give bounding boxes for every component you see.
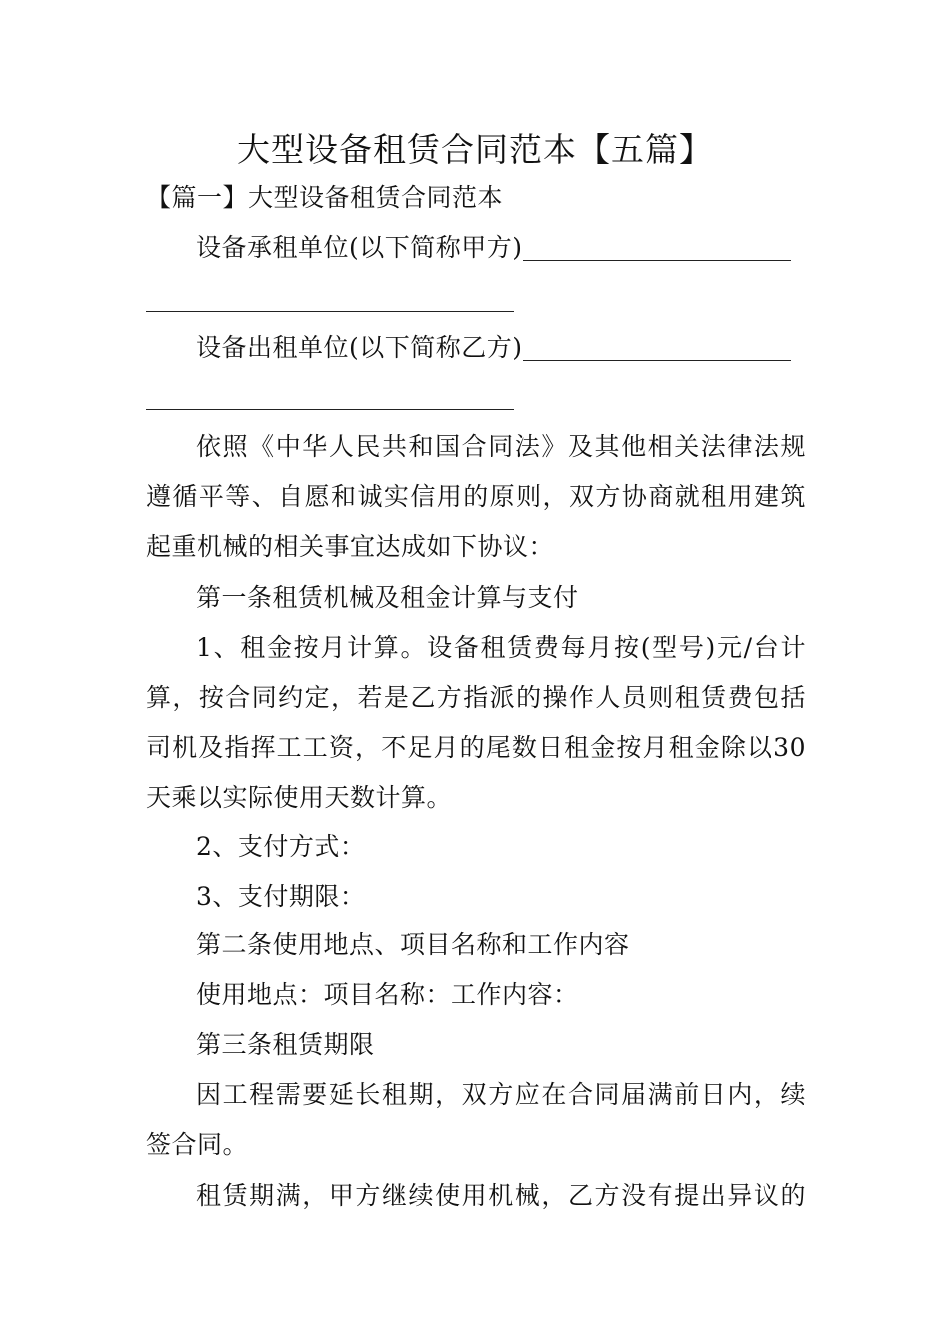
article1-item1-line-2: 算，按合同约定，若是乙方指派的操作人员则租赁费包括 bbox=[146, 683, 806, 712]
intro-line-2: 遵循平等、自愿和诚实信用的原则，双方协商就租用建筑 bbox=[146, 482, 806, 511]
article2-fields: 使用地点：项目名称：工作内容： bbox=[196, 980, 579, 1009]
party-a-label: 设备承租单位(以下简称甲方) bbox=[196, 233, 523, 262]
party-b-blank-continued bbox=[146, 409, 514, 410]
party-b-label: 设备出租单位(以下简称乙方) bbox=[196, 333, 523, 362]
document-title: 大型设备租赁合同范本【五篇】 bbox=[237, 130, 713, 169]
party-b-line bbox=[196, 323, 806, 373]
article1-title: 第一条租赁机械及租金计算与支付 bbox=[196, 583, 579, 612]
intro-line-1: 依照《中华人民共和国合同法》及其他相关法律法规 bbox=[196, 432, 806, 461]
party-a-line bbox=[196, 223, 806, 273]
article1-item1-line-1: 1、租金按月计算。设备租赁费每月按(型号)元/台计 bbox=[196, 633, 806, 662]
article1-item3: 3、支付期限： bbox=[196, 882, 366, 911]
article1-item1-line-4: 天乘以实际使用天数计算。 bbox=[146, 783, 453, 812]
party-a-blank-continued bbox=[146, 311, 514, 312]
party-a-blank bbox=[523, 259, 791, 261]
intro-line-3: 起重机械的相关事宜达成如下协议： bbox=[146, 532, 555, 561]
article3-title: 第三条租赁期限 bbox=[196, 1030, 375, 1059]
party-b-blank bbox=[523, 359, 791, 361]
article1-item2: 2、支付方式： bbox=[196, 832, 366, 861]
article3-para1-line-2: 签合同。 bbox=[146, 1130, 249, 1159]
article1-item1-line-3: 司机及指挥工工资，不足月的尾数日租金按月租金除以30 bbox=[146, 733, 806, 762]
article3-para1-line-1: 因工程需要延长租期，双方应在合同届满前日内，续 bbox=[196, 1080, 806, 1109]
article2-title: 第二条使用地点、项目名称和工作内容 bbox=[196, 930, 630, 959]
article3-para2-line-1: 租赁期满，甲方继续使用机械，乙方没有提出异议的 bbox=[196, 1181, 806, 1210]
section-heading: 【篇一】大型设备租赁合同范本 bbox=[146, 183, 504, 212]
